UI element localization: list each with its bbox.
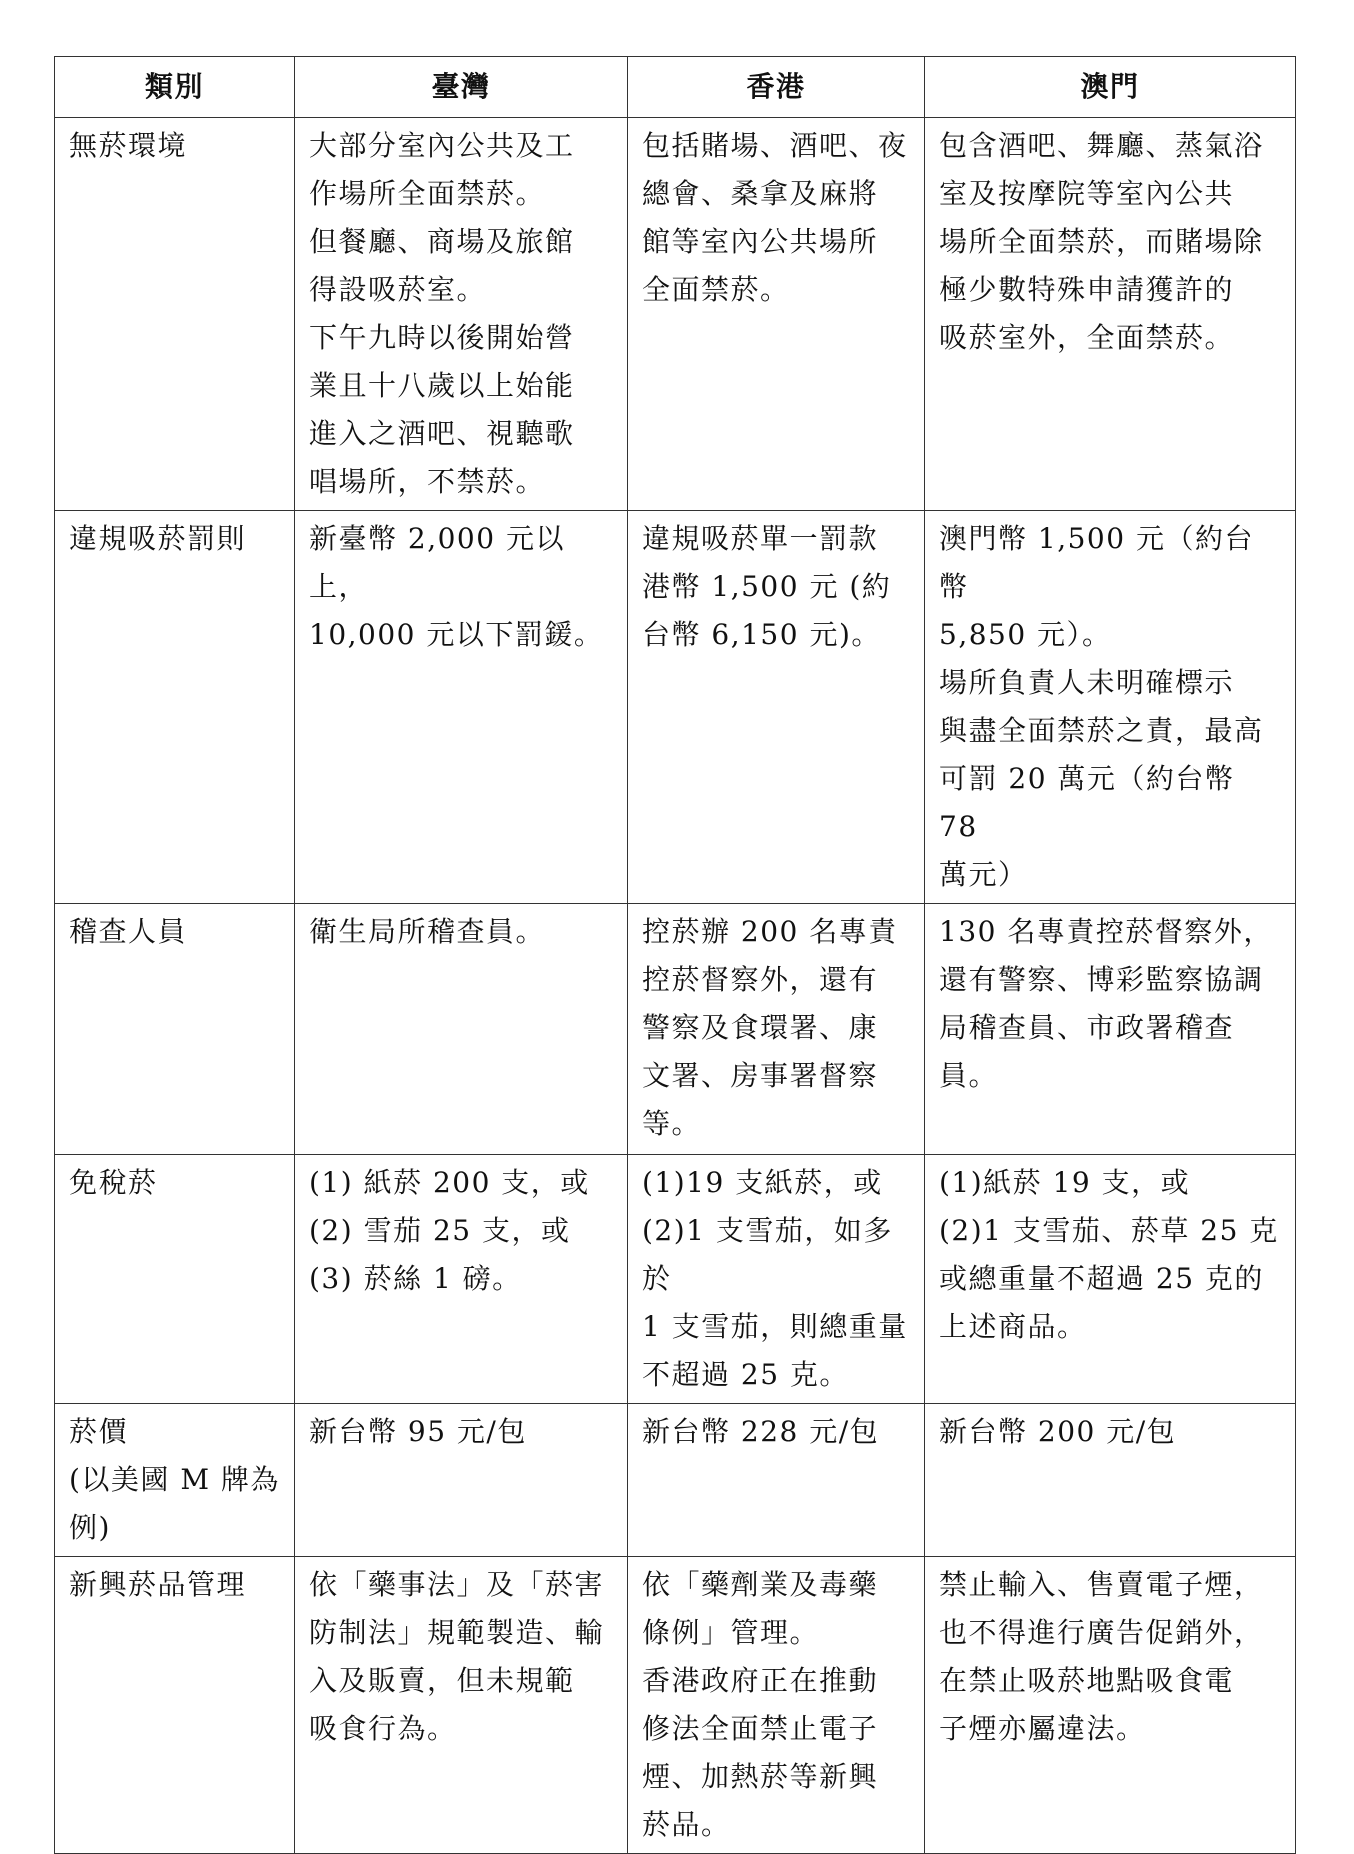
cell-text-line: (2) 雪茄 25 支，或 [309,1214,571,1247]
cell-text-line: 1 支雪茄，則總重量 [642,1310,908,1343]
cell-text-line: 極少數特殊申請獲許的 [939,273,1235,306]
cell-text-line: (2)1 支雪茄，如多於 [642,1214,893,1295]
header-taiwan: 臺灣 [295,57,628,118]
cell-macau [925,1404,1296,1557]
cell-text-line: 總會、桑拿及麻將 [642,177,879,210]
cell-category [55,1404,295,1557]
cell-text-line: 業且十八歲以上始能 [309,369,575,402]
cell-taiwan [295,118,628,511]
cell-text-line: 作場所全面禁菸。 [309,177,546,210]
cell-text-line: 也不得進行廣告促銷外， [939,1616,1264,1649]
cell-text-line: 違規吸菸罰則 [69,522,247,555]
cell-text-line: 新台幣 228 元/包 [642,1415,880,1448]
cell-text-line: 台幣 6,150 元)。 [642,618,881,651]
cell-text-line: 在禁止吸菸地點吸食電 [939,1664,1235,1697]
cell-text-line: 可罰 20 萬元（約台幣 78 [939,762,1235,843]
cell-text-line: 130 名專責控菸督察外， [939,915,1273,948]
header-hongkong: 香港 [628,57,925,118]
cell-text-line: 與盡全面禁菸之責，最高 [939,714,1264,747]
header-macau: 澳門 [925,57,1296,118]
cell-text-line: 新台幣 95 元/包 [309,1415,527,1448]
cell-hongkong [628,1404,925,1557]
cell-macau [925,1557,1296,1854]
cell-text-line: 違規吸菸單一罰款 [642,522,879,555]
cell-taiwan [295,511,628,904]
cell-text-line: 得設吸菸室。 [309,273,487,306]
table-row [55,1557,1296,1854]
cell-text-line: 衛生局所稽查員。 [309,915,546,948]
cell-text-line: 文署、房事署督察 [642,1059,879,1092]
cell-text-line: 控菸督察外，還有 [642,963,879,996]
cell-text-line: (1) 紙菸 200 支，或 [309,1166,590,1199]
cell-text-line: 但餐廳、商場及旅館 [309,225,575,258]
cell-text-line: 警察及食環署、康 [642,1011,879,1044]
comparison-table [54,56,1296,1854]
cell-hongkong [628,118,925,511]
cell-text-line: 5,850 元）。 [939,618,1112,651]
cell-text-line: 唱場所，不禁菸。 [309,465,546,498]
cell-text-line: 萬元） [939,858,1028,891]
header-category: 類別 [55,57,295,118]
cell-text-line: 室及按摩院等室內公共 [939,177,1235,210]
cell-text-line: (2)1 支雪茄、菸草 25 克 [939,1214,1279,1247]
cell-text-line: 子煙亦屬違法。 [939,1712,1146,1745]
table-row [55,1404,1296,1557]
cell-text-line: 局稽查員、市政署稽查 [939,1011,1235,1044]
cell-text-line: 吸菸室外，全面禁菸。 [939,321,1235,354]
table-row [55,511,1296,904]
cell-text-line: 入及販賣，但未規範 [309,1664,575,1697]
cell-text-line: 依「藥劑業及毒藥 [642,1568,879,1601]
cell-taiwan [295,1557,628,1854]
cell-text-line: 菸品。 [642,1808,731,1841]
cell-text-line: 香港政府正在推動 [642,1664,879,1697]
cell-text-line: 禁止輸入、售賣電子煙， [939,1568,1264,1601]
cell-hongkong [628,904,925,1155]
cell-taiwan [295,904,628,1155]
cell-macau [925,511,1296,904]
cell-text-line: 還有警察、博彩監察協調 [939,963,1264,996]
cell-text-line: 條例」管理。 [642,1616,820,1649]
cell-text-line: 下午九時以後開始營 [309,321,575,354]
cell-text-line: 包括賭場、酒吧、夜 [642,129,908,162]
table-row [55,118,1296,511]
cell-macau [925,118,1296,511]
cell-text-line: 新興菸品管理 [69,1568,247,1601]
cell-text-line: 澳門幣 1,500 元（約台幣 [939,522,1254,603]
cell-text-line: (3) 菸絲 1 磅。 [309,1262,522,1295]
cell-text-line: 菸價 [69,1415,129,1448]
cell-text-line: 等。 [642,1107,702,1140]
cell-text-line: 新臺幣 2,000 元以上， [309,522,565,603]
cell-text-line: 稽查人員 [69,915,188,948]
cell-text-line: 不超過 25 克。 [642,1358,849,1391]
cell-text-line: 新台幣 200 元/包 [939,1415,1177,1448]
table-header-row [55,57,1296,118]
cell-taiwan [295,1404,628,1557]
cell-text-line: 例) [69,1511,111,1544]
cell-hongkong [628,511,925,904]
cell-text-line: 防制法」規範製造、輸 [309,1616,605,1649]
cell-category [55,1155,295,1404]
cell-text-line: 全面禁菸。 [642,273,790,306]
cell-text-line: 場所全面禁菸，而賭場除 [939,225,1264,258]
cell-text-line: 修法全面禁止電子 [642,1712,879,1745]
cell-taiwan [295,1155,628,1404]
table-row [55,904,1296,1155]
cell-text-line: 無菸環境 [69,129,188,162]
cell-text-line: 依「藥事法」及「菸害 [309,1568,605,1601]
cell-text-line: 煙、加熱菸等新興 [642,1760,879,1793]
cell-category [55,1557,295,1854]
cell-text-line: (以美國 M 牌為 [69,1463,280,1496]
cell-text-line: 10,000 元以下罰鍰。 [309,618,604,651]
cell-text-line: 館等室內公共場所 [642,225,879,258]
cell-text-line: 員。 [939,1059,999,1092]
cell-text-line: 包含酒吧、舞廳、蒸氣浴 [939,129,1264,162]
cell-text-line: (1)紙菸 19 支，或 [939,1166,1191,1199]
cell-text-line: (1)19 支紙菸，或 [642,1166,883,1199]
cell-macau [925,904,1296,1155]
cell-text-line: 控菸辦 200 名專責 [642,915,898,948]
cell-text-line: 或總重量不超過 25 克的 [939,1262,1264,1295]
cell-text-line: 場所負責人未明確標示 [939,666,1235,699]
cell-macau [925,1155,1296,1404]
cell-text-line: 吸食行為。 [309,1712,457,1745]
cell-text-line: 大部分室內公共及工 [309,129,575,162]
cell-category [55,511,295,904]
cell-category [55,118,295,511]
cell-text-line: 港幣 1,500 元 (約 [642,570,892,603]
cell-text-line: 上述商品。 [939,1310,1087,1343]
cell-text-line: 免稅菸 [69,1166,158,1199]
cell-category [55,904,295,1155]
table-row [55,1155,1296,1404]
cell-text-line: 進入之酒吧、視聽歌 [309,417,575,450]
cell-hongkong [628,1155,925,1404]
cell-hongkong [628,1557,925,1854]
